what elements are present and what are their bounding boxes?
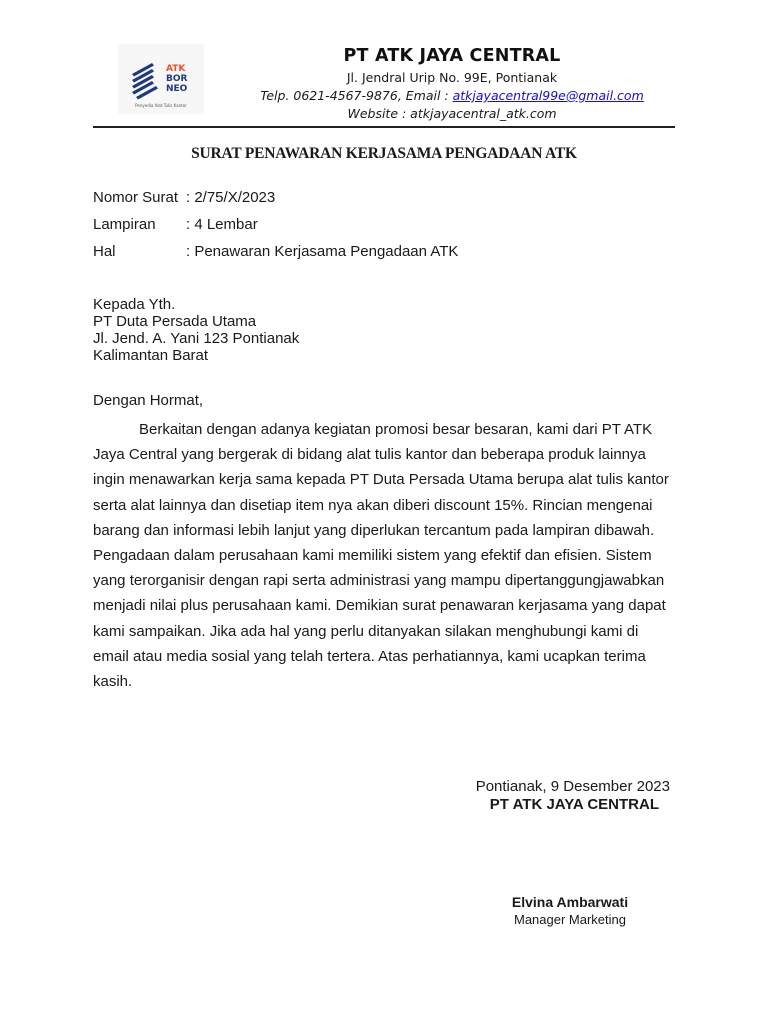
meta-label: Hal <box>93 243 116 260</box>
company-contact <box>240 87 664 105</box>
company-address: Jl. Jendral Urip No. 99E, Pontianak <box>346 70 558 85</box>
meta-value: : 4 Lembar <box>186 216 258 233</box>
recipient-region: Kalimantan Barat <box>93 347 209 364</box>
recipient-name: PT Duta Persada Utama <box>93 313 257 330</box>
place-date: Pontianak, 9 Desember 2023 <box>475 778 670 795</box>
atk-borneo-logo-icon <box>118 44 204 114</box>
meta-label: Lampiran <box>93 216 156 233</box>
meta-value: : 2/75/X/2023 <box>186 189 276 206</box>
logo-line2-text: BOR <box>166 74 188 84</box>
greeting: Dengan Hormat, <box>93 392 204 409</box>
recipient-block <box>93 296 299 364</box>
letter-title: SURAT PENAWARAN KERJASAMA PENGADAAN ATK <box>191 145 577 162</box>
closing-company: PT ATK JAYA CENTRAL <box>489 796 659 813</box>
email-link[interactable]: atkjayacentral99e@gmail.com <box>452 88 644 103</box>
meta-label: Nomor Surat <box>93 189 179 206</box>
letter-body: Berkaitan dengan adanya kegiatan promosi besar besaran, kami dari PT ATK Jaya Central yang bergerak di bidang alat tulis kantor dan beberapa produk lainnya ingin menawarkan kerja sama kepada PT Duta Persada Utama berupa alat tulis kantor serta alat lainnya dan disetiap item nya akan diberi discount 15%. Rincian mengenai barang dan informasi lebih lanjut yang diperlukan tercantum pada lampiran dibawah. Pengadaan dalam perusahaan kami memiliki sistem yang efektif dan efisien. Sistem yang terorganisir dengan rapi serta administrasi yang mampu dipertanggungjawabkan menjadi nilai plus perusahaan kami. Demikian surat penawaran kerjasama yang dapat kami sampaikan. Jika ada hal yang perlu ditanyakan silakan menghubungi kami di email atau media sosial yang telah tertera. Atas perhatiannya, kami ucapkan terima kasih. <box>93 421 669 691</box>
logo-tagline-text: Penyedia Alat Tulis Kantor <box>135 103 187 108</box>
signer-name: Elvina Ambarwati <box>511 894 629 910</box>
signer-role: Manager Marketing <box>514 912 626 927</box>
company-name: PT ATK JAYA CENTRAL <box>343 46 561 66</box>
letterhead <box>240 44 664 123</box>
company-website: Website : atkjayacentral_atk.com <box>347 106 557 121</box>
closing-block <box>430 778 670 814</box>
recipient-salutation: Kepada Yth. <box>93 296 176 313</box>
meta-value: : Penawaran Kerjasama Pengadaan ATK <box>186 243 459 260</box>
letterhead-divider <box>93 126 675 128</box>
company-logo <box>118 44 204 114</box>
recipient-street: Jl. Jend. A. Yani 123 Pontianak <box>93 330 300 347</box>
contact-phone: Telp. 0621-4567-9876, Email : <box>260 88 453 103</box>
signer-block <box>480 894 660 928</box>
logo-line3-text: NEO <box>166 84 188 94</box>
logo-line1-text: ATK <box>166 64 186 74</box>
